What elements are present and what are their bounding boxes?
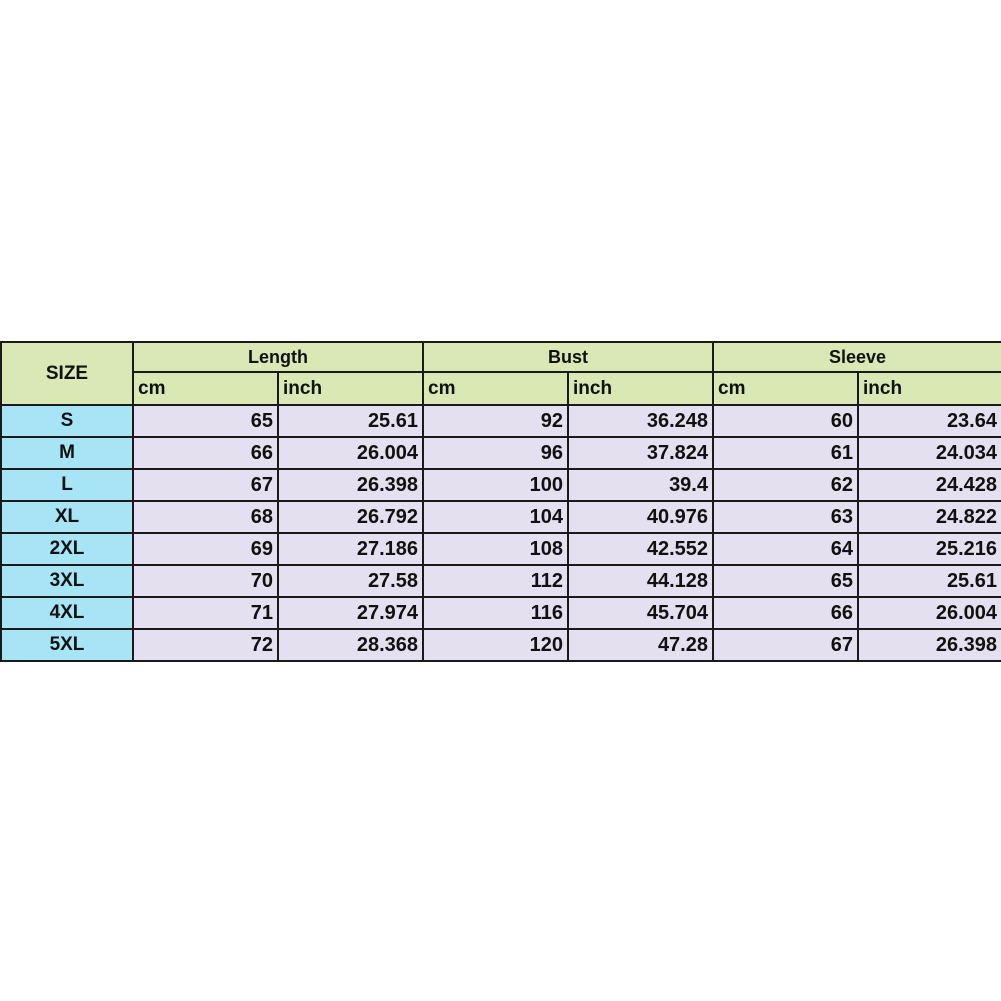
table-row bbox=[1, 437, 1001, 469]
length-inch-value: 26.792 bbox=[278, 501, 423, 533]
sleeve-cm-header: cm bbox=[713, 372, 858, 405]
length-inch-value: 26.398 bbox=[278, 469, 423, 501]
sleeve-inch-value: 24.428 bbox=[858, 469, 1001, 501]
sleeve-cm-value: 62 bbox=[713, 469, 858, 501]
bust-inch-header: inch bbox=[568, 372, 713, 405]
sleeve-header: Sleeve bbox=[713, 342, 1001, 372]
bust-inch-value: 37.824 bbox=[568, 437, 713, 469]
size-label-cell: 3XL bbox=[1, 565, 133, 597]
bust-inch-value: 40.976 bbox=[568, 501, 713, 533]
bust-cm-value: 96 bbox=[423, 437, 568, 469]
sleeve-cm-value: 65 bbox=[713, 565, 858, 597]
length-inch-header: inch bbox=[278, 372, 423, 405]
table-row bbox=[1, 565, 1001, 597]
table-row bbox=[1, 501, 1001, 533]
size-header-cell: SIZE bbox=[1, 342, 133, 405]
sleeve-cm-value: 63 bbox=[713, 501, 858, 533]
length-cm-value: 69 bbox=[133, 533, 278, 565]
sleeve-inch-value: 23.64 bbox=[858, 405, 1001, 437]
length-cm-header: cm bbox=[133, 372, 278, 405]
bust-cm-value: 104 bbox=[423, 501, 568, 533]
sleeve-inch-value: 26.398 bbox=[858, 629, 1001, 661]
sleeve-inch-value: 26.004 bbox=[858, 597, 1001, 629]
table-row bbox=[1, 469, 1001, 501]
bust-inch-value: 36.248 bbox=[568, 405, 713, 437]
unit-header-row bbox=[1, 372, 1001, 405]
size-label-cell: L bbox=[1, 469, 133, 501]
length-cm-value: 68 bbox=[133, 501, 278, 533]
length-cm-value: 66 bbox=[133, 437, 278, 469]
sleeve-inch-value: 25.61 bbox=[858, 565, 1001, 597]
bust-cm-value: 112 bbox=[423, 565, 568, 597]
length-header: Length bbox=[133, 342, 423, 372]
sleeve-inch-header: inch bbox=[858, 372, 1001, 405]
size-label-cell: 5XL bbox=[1, 629, 133, 661]
group-header-row bbox=[1, 342, 1001, 372]
length-inch-value: 28.368 bbox=[278, 629, 423, 661]
length-cm-value: 71 bbox=[133, 597, 278, 629]
size-label-cell: S bbox=[1, 405, 133, 437]
length-inch-value: 27.186 bbox=[278, 533, 423, 565]
sleeve-inch-value: 24.822 bbox=[858, 501, 1001, 533]
bust-cm-value: 92 bbox=[423, 405, 568, 437]
size-label-cell: 4XL bbox=[1, 597, 133, 629]
bust-inch-value: 45.704 bbox=[568, 597, 713, 629]
bust-inch-value: 39.4 bbox=[568, 469, 713, 501]
sleeve-cm-value: 64 bbox=[713, 533, 858, 565]
bust-cm-value: 100 bbox=[423, 469, 568, 501]
length-inch-value: 25.61 bbox=[278, 405, 423, 437]
bust-inch-value: 42.552 bbox=[568, 533, 713, 565]
bust-cm-value: 120 bbox=[423, 629, 568, 661]
length-inch-value: 27.974 bbox=[278, 597, 423, 629]
size-chart-table bbox=[0, 341, 1001, 662]
table-row bbox=[1, 629, 1001, 661]
bust-inch-value: 44.128 bbox=[568, 565, 713, 597]
bust-header: Bust bbox=[423, 342, 713, 372]
bust-cm-value: 108 bbox=[423, 533, 568, 565]
length-cm-value: 72 bbox=[133, 629, 278, 661]
length-inch-value: 26.004 bbox=[278, 437, 423, 469]
sleeve-cm-value: 67 bbox=[713, 629, 858, 661]
bust-cm-header: cm bbox=[423, 372, 568, 405]
size-label-cell: M bbox=[1, 437, 133, 469]
bust-cm-value: 116 bbox=[423, 597, 568, 629]
size-label-cell: 2XL bbox=[1, 533, 133, 565]
table-row bbox=[1, 405, 1001, 437]
table-row bbox=[1, 533, 1001, 565]
length-cm-value: 65 bbox=[133, 405, 278, 437]
bust-inch-value: 47.28 bbox=[568, 629, 713, 661]
table-row bbox=[1, 597, 1001, 629]
size-label-cell: XL bbox=[1, 501, 133, 533]
sleeve-inch-value: 24.034 bbox=[858, 437, 1001, 469]
length-cm-value: 70 bbox=[133, 565, 278, 597]
length-cm-value: 67 bbox=[133, 469, 278, 501]
sleeve-cm-value: 61 bbox=[713, 437, 858, 469]
sleeve-cm-value: 66 bbox=[713, 597, 858, 629]
length-inch-value: 27.58 bbox=[278, 565, 423, 597]
sleeve-cm-value: 60 bbox=[713, 405, 858, 437]
sleeve-inch-value: 25.216 bbox=[858, 533, 1001, 565]
